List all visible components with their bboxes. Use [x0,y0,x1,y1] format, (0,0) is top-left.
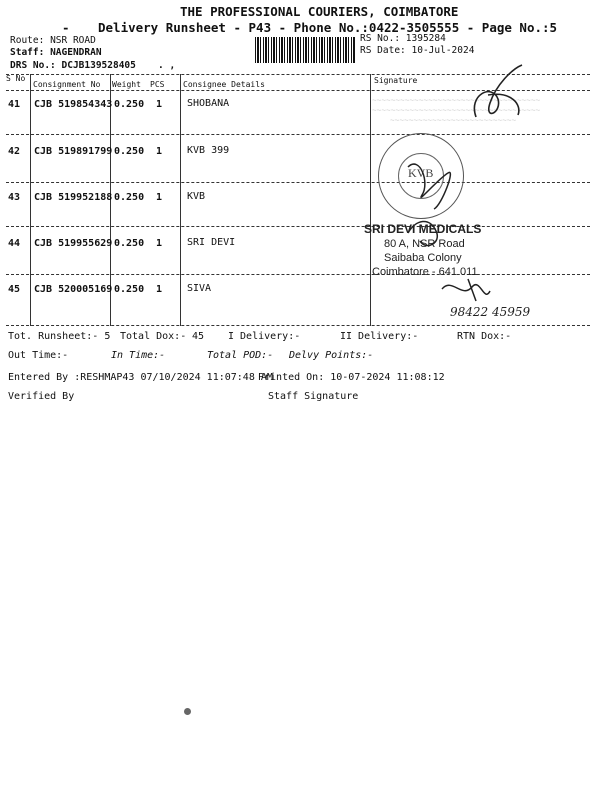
total-pod: Total POD:- [207,350,274,361]
col-sno: S No [6,74,26,83]
drs-label-text: DRS No.: [10,60,56,71]
row-weight: 0.250 [114,146,145,157]
rs-date-value: 10-Jul-2024 [411,45,475,56]
verified-by: Verified By [8,391,75,402]
row-consignment: CJB 519952188 [34,192,113,203]
row-consignment: CJB 519891799 [34,146,113,157]
rs-no [360,33,446,44]
row-sno: 43 [8,192,21,203]
col-pcs: PCS [150,80,165,89]
row-pcs: 1 [156,192,163,203]
staff-value: NAGENDRAN [50,47,102,58]
row-weight: 0.250 [114,238,145,249]
row-consignee: KVB [187,191,206,202]
row-sno: 41 [8,99,21,110]
i-delivery: I Delivery:- [228,331,301,342]
barcode-image [255,37,355,63]
col-consignee: Consignee Details [183,80,265,89]
entered-by: Entered By :RESHMAP43 07/10/2024 11:07:48 AM [8,372,273,383]
row-weight: 0.250 [114,284,145,295]
medical-stamp-addr1: 80 A, NSR Road [384,238,465,250]
route-label [10,35,96,46]
staff-signature: Staff Signature [268,391,359,402]
total-dox: Total Dox:- [120,331,187,342]
row-sno: 42 [8,146,21,157]
company-title: THE PROFESSIONAL COURIERS, COIMBATORE [180,4,459,19]
drs-label [10,60,136,71]
rs-no-label: RS No.: [360,33,401,44]
row-consignment: CJB 520005169 [34,284,113,295]
in-time: In Time:- [111,350,166,361]
medical-stamp-addr3: Coimbatore - 641 011 [372,266,478,278]
stray-marks: . , [158,60,176,71]
drs-value: DCJB139528405 [61,60,136,71]
ii-delivery: II Delivery:- [340,331,419,342]
row-pcs: 1 [156,238,163,249]
stamp-kvb-text: KVB [408,166,434,180]
row-pcs: 1 [156,99,163,110]
col-weight: Weight [112,80,141,89]
tot-runsheet: Tot. Runsheet:- 5 [8,331,111,342]
row-consignment: CJB 519955629 [34,238,113,249]
signature-stroke [408,164,450,209]
col-divider [30,74,31,326]
row-weight: 0.250 [114,192,145,203]
signature-stroke [474,65,522,117]
row-consignee: SRI DEVI [187,237,236,248]
medical-stamp-addr2: Saibaba Colony [384,252,462,264]
row-sno: 44 [8,238,21,249]
runsheet-title: Delivery Runsheet - P43 - Phone No.:0422-3505555 - Page No.:5 [98,20,558,35]
row-weight: 0.250 [114,99,145,110]
row-pcs: 1 [156,146,163,157]
handwritten-phone: 98422 45959 [450,305,531,319]
scan-artifact-dot [184,708,191,715]
route-label-text: Route: [10,35,45,46]
col-signature: Signature [374,76,418,85]
handwritten-signatures [372,55,590,335]
total-dox-value: 45 [192,331,205,342]
rtn-dox: RTN Dox:- [457,331,512,342]
row-sno: 45 [8,284,21,295]
row-consignment: CJB 519854343 [34,99,113,110]
route-value: NSR ROAD [50,35,96,46]
staff-label [10,47,102,58]
row-consignee: KVB 399 [187,145,230,156]
staff-label-text: Staff: [10,47,45,58]
col-consignment: Consignment No [33,80,101,89]
rs-date-label: RS Date: [360,45,406,56]
rs-no-value: 1395284 [405,33,446,44]
row-consignee: SIVA [187,283,212,294]
printed-on: Printed On: 10-07-2024 11:08:12 [258,372,445,383]
delvy-points: Delvy Points:- [289,350,374,361]
medical-stamp-name: SRI DEVI MEDICALS [364,222,482,236]
row-consignee: SHOBANA [187,98,230,109]
signature-stroke [442,279,490,301]
faded-stamp-imprint: ~~~~~~~~~~~~~~~~~~~~~~~~~~~ [390,116,517,125]
signature-stroke [408,221,437,245]
faded-stamp-imprint: ~~~~~~~~~~~~~~~~~~~~~~~~~~~~~~~~~~~~ [372,96,541,105]
col-divider [370,74,371,326]
out-time: Out Time:- [8,350,69,361]
col-divider [180,74,181,326]
header-mark: - [62,20,70,35]
row-pcs: 1 [156,284,163,295]
faded-stamp-imprint: ~~~~~~~~~~~~~~~~~~~~~~~~~~~~~~~~~~~~ [372,106,541,115]
